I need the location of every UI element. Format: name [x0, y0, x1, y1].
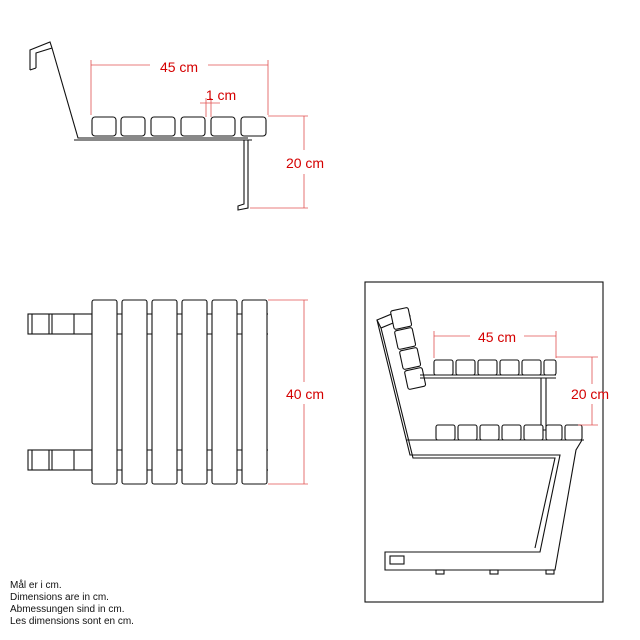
side-slats [92, 117, 266, 136]
inset-upper-tray [420, 360, 556, 430]
note-french: Les dimensions sont en cm. [10, 616, 134, 627]
dim-label-inset-length: 45 cm [477, 329, 517, 345]
inset-seat-slats [436, 425, 582, 440]
note-german: Abmessungen sind in cm. [10, 604, 125, 615]
top-slats [92, 300, 267, 484]
side-view [30, 42, 324, 210]
dim-label-side-height: 20 cm [285, 155, 325, 171]
dimension-notes [10, 580, 134, 628]
dim-label-top-depth: 40 cm [285, 386, 325, 402]
side-leg [238, 140, 248, 210]
dim-label-slat-gap: 1 cm [205, 87, 237, 103]
note-norwegian: Mål er i cm. [10, 580, 62, 591]
dimension-1cm-gap [200, 87, 236, 117]
top-bracket-lower [28, 450, 92, 470]
top-view [28, 300, 324, 484]
note-english: Dimensions are in cm. [10, 592, 109, 603]
top-bracket-upper [28, 314, 92, 334]
dimension-45cm-side [91, 57, 268, 115]
bench-inset [365, 282, 609, 602]
dim-label-inset-height: 20 cm [570, 386, 610, 402]
dimension-45cm-inset [434, 327, 556, 358]
dimension-40cm-top [268, 300, 324, 484]
dimension-20cm-inset [556, 357, 609, 425]
dim-label-side-length: 45 cm [159, 59, 199, 75]
